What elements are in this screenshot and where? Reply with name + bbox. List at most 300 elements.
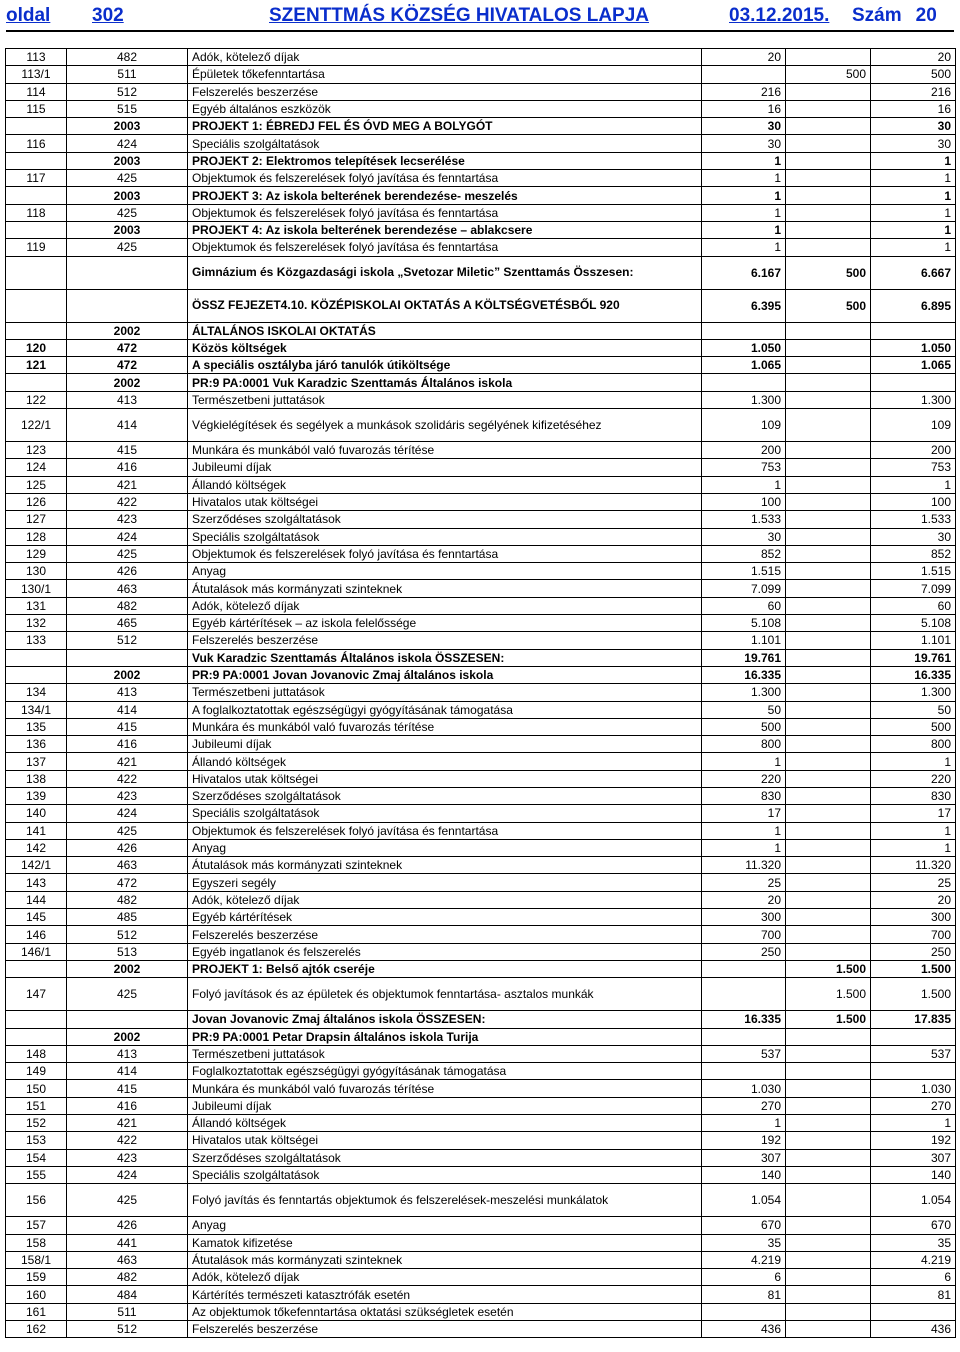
description-cell: PR:9 PA:0001 Vuk Karadzic Szenttamás Általános iskola [188,374,702,391]
description-cell: Felszerelés beszerzése [188,83,702,100]
description-cell: Objektumok és felszerelések folyó javítása és fenntartása [188,822,702,839]
amount-source2-cell: 1.500 [786,978,871,1011]
table-row [6,374,956,391]
amount-source1-cell: 192 [702,1132,786,1149]
account-code-cell: 2002 [67,322,188,339]
total-cell: 852 [871,545,956,562]
account-code-cell: 2003 [67,152,188,169]
amount-source2-cell [786,770,871,787]
issue-number-label: Szám [852,5,902,26]
total-cell: 1 [871,822,956,839]
amount-source1-cell: 1 [702,839,786,856]
amount-source1-cell: 81 [702,1286,786,1303]
description-cell: PR:9 PA:0001 Jovan Jovanovic Zmaj általános iskola [188,666,702,683]
total-cell: 436 [871,1321,956,1338]
total-cell: 800 [871,736,956,753]
table-row [6,409,956,442]
total-cell: 1 [871,476,956,493]
table-row [6,239,956,256]
amount-source2-cell [786,1149,871,1166]
account-code-cell: 413 [67,391,188,408]
table-row [6,322,956,339]
amount-source2-cell [786,1286,871,1303]
amount-source1-cell: 1 [702,152,786,169]
row-number-cell: 138 [6,770,67,787]
amount-source2-cell [786,580,871,597]
amount-source1-cell: 35 [702,1234,786,1251]
description-cell: Munkára és munkából való fuvarozás térítése [188,442,702,459]
description-cell: Objektumok és felszerelések folyó javítása és fenntartása [188,545,702,562]
account-code-cell: 415 [67,1080,188,1097]
account-code-cell: 425 [67,978,188,1011]
amount-source2-cell [786,204,871,221]
amount-source1-cell: 1.054 [702,1184,786,1217]
amount-source2-cell [786,909,871,926]
amount-source2-cell [786,874,871,891]
row-number-cell: 141 [6,822,67,839]
row-number-cell: 148 [6,1045,67,1062]
row-number-cell: 153 [6,1132,67,1149]
amount-source2-cell [786,339,871,356]
amount-source1-cell [702,322,786,339]
amount-source2-cell [786,118,871,135]
description-cell: Jovan Jovanovic Zmaj általános iskola ÖSSZESEN: [188,1011,702,1028]
amount-source1-cell: 30 [702,118,786,135]
amount-source2-cell [786,1097,871,1114]
row-number-cell: 154 [6,1149,67,1166]
account-code-cell: 482 [67,891,188,908]
amount-source2-cell [786,684,871,701]
description-cell: Egyéb kártérítések – az iskola felelőssége [188,615,702,632]
amount-source1-cell: 1.300 [702,684,786,701]
table-row [6,563,956,580]
table-row [6,753,956,770]
amount-source2-cell [786,632,871,649]
amount-source2-cell [786,718,871,735]
total-cell: 6.667 [871,256,956,289]
account-code-cell: 2003 [67,118,188,135]
total-cell: 220 [871,770,956,787]
table-row [6,135,956,152]
issue-date: 03.12.2015. [729,5,830,26]
page-header [6,2,954,32]
description-cell: PROJEKT 3: Az iskola belterének berendezése- meszelés [188,187,702,204]
table-row [6,1028,956,1045]
total-cell: 1.500 [871,960,956,977]
description-cell: Hivatalos utak költségei [188,1132,702,1149]
table-row [6,49,956,66]
page-number: 302 [92,5,124,26]
row-number-cell: 134 [6,684,67,701]
amount-source1-cell: 800 [702,736,786,753]
total-cell: 1 [871,170,956,187]
total-cell: 1 [871,204,956,221]
row-number-cell: 137 [6,753,67,770]
amount-source1-cell: 753 [702,459,786,476]
table-row [6,221,956,238]
total-cell: 1.050 [871,339,956,356]
description-cell: Folyó javítások és az épületek és objektumok fenntartása- asztalos munkák [188,978,702,1011]
amount-source2-cell [786,1166,871,1183]
row-number-cell: 117 [6,170,67,187]
account-code-cell: 425 [67,204,188,221]
table-row [6,666,956,683]
description-cell: Az objektumok tőkefenntartása oktatási szükségletek esetén [188,1303,702,1320]
amount-source2-cell [786,1115,871,1132]
amount-source2-cell [786,1303,871,1320]
amount-source2-cell [786,152,871,169]
publication-title: SZENTTMÁS KÖZSÉG HIVATALOS LAPJA [269,5,650,26]
account-code-cell: 482 [67,1269,188,1286]
account-code-cell: 423 [67,511,188,528]
amount-source1-cell: 1 [702,822,786,839]
description-cell: Átutalások más kormányzati szinteknek [188,857,702,874]
table-row [6,152,956,169]
amount-source2-cell [786,135,871,152]
description-cell: PROJEKT 1: ÉBREDJ FEL ÉS ÓVD MEG A BOLYGÓT [188,118,702,135]
amount-source2-cell [786,943,871,960]
total-cell: 1.300 [871,391,956,408]
description-cell: ÖSSZ FEJEZET4.10. KÖZÉPISKOLAI OKTATÁS A KÖLTSÉGVETÉSBŐL 920 [188,289,702,322]
table-row [6,874,956,891]
description-cell: Jubileumi díjak [188,736,702,753]
row-number-cell: 122/1 [6,409,67,442]
description-cell: Speciális szolgáltatások [188,528,702,545]
amount-source1-cell: 670 [702,1217,786,1234]
description-cell: Átutalások más kormányzati szinteknek [188,1251,702,1268]
description-cell: Adók, kötelező díjak [188,597,702,614]
row-number-cell [6,1028,67,1045]
account-code-cell [67,289,188,322]
account-code-cell: 465 [67,615,188,632]
row-number-cell: 126 [6,493,67,510]
total-cell: 6 [871,1269,956,1286]
amount-source2-cell [786,239,871,256]
account-code-cell: 426 [67,1217,188,1234]
total-cell: 1 [871,221,956,238]
row-number-cell: 142 [6,839,67,856]
total-cell: 20 [871,49,956,66]
account-code-cell: 423 [67,787,188,804]
amount-source1-cell: 436 [702,1321,786,1338]
table-row [6,1063,956,1080]
total-cell: 753 [871,459,956,476]
amount-source2-cell [786,1184,871,1217]
account-code-cell: 421 [67,753,188,770]
total-cell: 30 [871,118,956,135]
account-code-cell: 414 [67,1063,188,1080]
amount-source2-cell [786,1217,871,1234]
table-row [6,100,956,117]
amount-source2-cell [786,357,871,374]
row-number-cell: 116 [6,135,67,152]
row-number-cell: 162 [6,1321,67,1338]
table-row [6,615,956,632]
amount-source1-cell: 25 [702,874,786,891]
amount-source1-cell [702,960,786,977]
total-cell: 1.030 [871,1080,956,1097]
table-row [6,960,956,977]
row-number-cell: 151 [6,1097,67,1114]
total-cell: 25 [871,874,956,891]
total-cell: 700 [871,926,956,943]
row-number-cell [6,187,67,204]
description-cell: A foglalkoztatottak egészségügyi gyógyításának támogatása [188,701,702,718]
account-code-cell: 424 [67,528,188,545]
table-row [6,1045,956,1062]
row-number-cell: 113 [6,49,67,66]
amount-source1-cell: 1 [702,753,786,770]
amount-source2-cell [786,409,871,442]
table-row [6,649,956,666]
amount-source1-cell: 1 [702,187,786,204]
row-number-cell: 149 [6,1063,67,1080]
amount-source1-cell: 500 [702,718,786,735]
table-row [6,1217,956,1234]
amount-source2-cell [786,822,871,839]
table-row [6,770,956,787]
row-number-cell: 155 [6,1166,67,1183]
description-cell: Kártérítés természeti katasztrófák esetén [188,1286,702,1303]
amount-source2-cell [786,649,871,666]
total-cell: 11.320 [871,857,956,874]
row-number-cell [6,666,67,683]
table-row [6,857,956,874]
account-code-cell: 484 [67,1286,188,1303]
account-code-cell: 426 [67,839,188,856]
amount-source2-cell [786,100,871,117]
table-row [6,978,956,1011]
account-code-cell: 424 [67,805,188,822]
row-number-cell: 130 [6,563,67,580]
total-cell: 1.101 [871,632,956,649]
amount-source2-cell [786,1251,871,1268]
amount-source2-cell [786,839,871,856]
amount-source1-cell: 6.167 [702,256,786,289]
total-cell: 1.515 [871,563,956,580]
account-code-cell: 441 [67,1234,188,1251]
total-cell: 17 [871,805,956,822]
row-number-cell: 114 [6,83,67,100]
account-code-cell [67,256,188,289]
description-cell: Anyag [188,839,702,856]
amount-source1-cell: 537 [702,1045,786,1062]
amount-source1-cell: 6 [702,1269,786,1286]
account-code-cell: 511 [67,66,188,83]
total-cell: 17.835 [871,1011,956,1028]
description-cell: Gimnázium és Közgazdasági iskola „Svetozar Miletic” Szenttamás Összesen: [188,256,702,289]
row-number-cell: 140 [6,805,67,822]
table-row [6,1132,956,1149]
amount-source1-cell: 1.030 [702,1080,786,1097]
description-cell: Egyéb ingatlanok és felszerelés [188,943,702,960]
table-row [6,943,956,960]
amount-source2-cell [786,891,871,908]
table-row [6,170,956,187]
amount-source2-cell [786,476,871,493]
row-number-cell: 142/1 [6,857,67,874]
amount-source1-cell: 852 [702,545,786,562]
amount-source2-cell [786,374,871,391]
total-cell: 140 [871,1166,956,1183]
description-cell: Adók, kötelező díjak [188,1269,702,1286]
amount-source1-cell: 140 [702,1166,786,1183]
table-row [6,1286,956,1303]
row-number-cell: 152 [6,1115,67,1132]
table-row [6,1321,956,1338]
row-number-cell: 143 [6,874,67,891]
account-code-cell: 425 [67,239,188,256]
row-number-cell [6,374,67,391]
total-cell: 300 [871,909,956,926]
row-number-cell: 160 [6,1286,67,1303]
row-number-cell: 158 [6,1234,67,1251]
total-cell: 35 [871,1234,956,1251]
amount-source1-cell: 700 [702,926,786,943]
description-cell: Munkára és munkából való fuvarozás térítése [188,1080,702,1097]
description-cell: Természetbeni juttatások [188,391,702,408]
amount-source1-cell: 1.300 [702,391,786,408]
row-number-cell: 132 [6,615,67,632]
amount-source2-cell [786,1269,871,1286]
row-number-cell: 113/1 [6,66,67,83]
account-code-cell: 485 [67,909,188,926]
table-row [6,1166,956,1183]
description-cell: Speciális szolgáltatások [188,1166,702,1183]
account-code-cell: 512 [67,83,188,100]
table-row [6,1080,956,1097]
description-cell: Szerződéses szolgáltatások [188,787,702,804]
total-cell: 1 [871,239,956,256]
row-number-cell: 145 [6,909,67,926]
amount-source1-cell [702,1303,786,1320]
amount-source2-cell [786,1028,871,1045]
amount-source1-cell: 1.533 [702,511,786,528]
row-number-cell [6,289,67,322]
description-cell: Közös költségek [188,339,702,356]
total-cell: 1 [871,839,956,856]
amount-source2-cell [786,83,871,100]
description-cell: Épületek tőkefenntartása [188,66,702,83]
description-cell: Természetbeni juttatások [188,1045,702,1062]
amount-source1-cell: 1.065 [702,357,786,374]
amount-source2-cell [786,666,871,683]
amount-source1-cell: 1 [702,221,786,238]
amount-source2-cell [786,926,871,943]
budget-table [5,48,956,1338]
account-code-cell: 2002 [67,960,188,977]
issue-number-value: 20 [915,5,937,26]
table-row [6,839,956,856]
table-row [6,1251,956,1268]
description-cell: Felszerelés beszerzése [188,926,702,943]
amount-source2-cell [786,221,871,238]
row-number-cell [6,960,67,977]
account-code-cell: 482 [67,49,188,66]
table-row [6,118,956,135]
account-code-cell: 426 [67,563,188,580]
table-row [6,391,956,408]
amount-source2-cell: 500 [786,66,871,83]
amount-source2-cell [786,1045,871,1062]
table-row [6,442,956,459]
amount-source1-cell: 200 [702,442,786,459]
amount-source1-cell [702,66,786,83]
amount-source1-cell: 17 [702,805,786,822]
amount-source2-cell: 1.500 [786,960,871,977]
table-row [6,1115,956,1132]
amount-source1-cell: 6.395 [702,289,786,322]
description-cell: Speciális szolgáltatások [188,135,702,152]
amount-source2-cell [786,857,871,874]
account-code-cell: 415 [67,442,188,459]
amount-source2-cell [786,1063,871,1080]
description-cell: Egyéb kártérítések [188,909,702,926]
account-code-cell: 413 [67,1045,188,1062]
description-cell: Munkára és munkából való fuvarozás térítése [188,718,702,735]
amount-source1-cell: 100 [702,493,786,510]
row-number-cell: 122 [6,391,67,408]
amount-source1-cell: 250 [702,943,786,960]
table-row [6,545,956,562]
table-row [6,83,956,100]
row-number-cell: 128 [6,528,67,545]
row-number-cell: 139 [6,787,67,804]
row-number-cell [6,118,67,135]
description-cell: Hivatalos utak költségei [188,770,702,787]
row-number-cell: 147 [6,978,67,1011]
amount-source2-cell [786,1080,871,1097]
amount-source1-cell: 300 [702,909,786,926]
description-cell: Vuk Karadzic Szenttamás Általános iskola ÖSSZESEN: [188,649,702,666]
description-cell: Hivatalos utak költségei [188,493,702,510]
account-code-cell: 472 [67,874,188,891]
row-number-cell: 133 [6,632,67,649]
row-number-cell: 129 [6,545,67,562]
account-code-cell: 2003 [67,187,188,204]
row-number-cell: 144 [6,891,67,908]
total-cell: 537 [871,1045,956,1062]
total-cell: 7.099 [871,580,956,597]
row-number-cell: 150 [6,1080,67,1097]
account-code-cell: 512 [67,632,188,649]
amount-source1-cell: 1 [702,1115,786,1132]
total-cell: 270 [871,1097,956,1114]
amount-source1-cell: 16 [702,100,786,117]
amount-source1-cell: 307 [702,1149,786,1166]
description-cell: Szerződéses szolgáltatások [188,511,702,528]
account-code-cell: 423 [67,1149,188,1166]
amount-source2-cell [786,459,871,476]
total-cell [871,374,956,391]
total-cell: 16 [871,100,956,117]
account-code-cell: 422 [67,493,188,510]
account-code-cell: 2002 [67,1028,188,1045]
row-number-cell: 161 [6,1303,67,1320]
amount-source1-cell: 19.761 [702,649,786,666]
amount-source1-cell: 220 [702,770,786,787]
table-row [6,459,956,476]
account-code-cell: 416 [67,459,188,476]
row-number-cell [6,1011,67,1028]
table-row [6,1234,956,1251]
row-number-cell: 158/1 [6,1251,67,1268]
account-code-cell [67,649,188,666]
account-code-cell: 463 [67,580,188,597]
total-cell: 192 [871,1132,956,1149]
amount-source2-cell: 500 [786,256,871,289]
amount-source1-cell: 4.219 [702,1251,786,1268]
